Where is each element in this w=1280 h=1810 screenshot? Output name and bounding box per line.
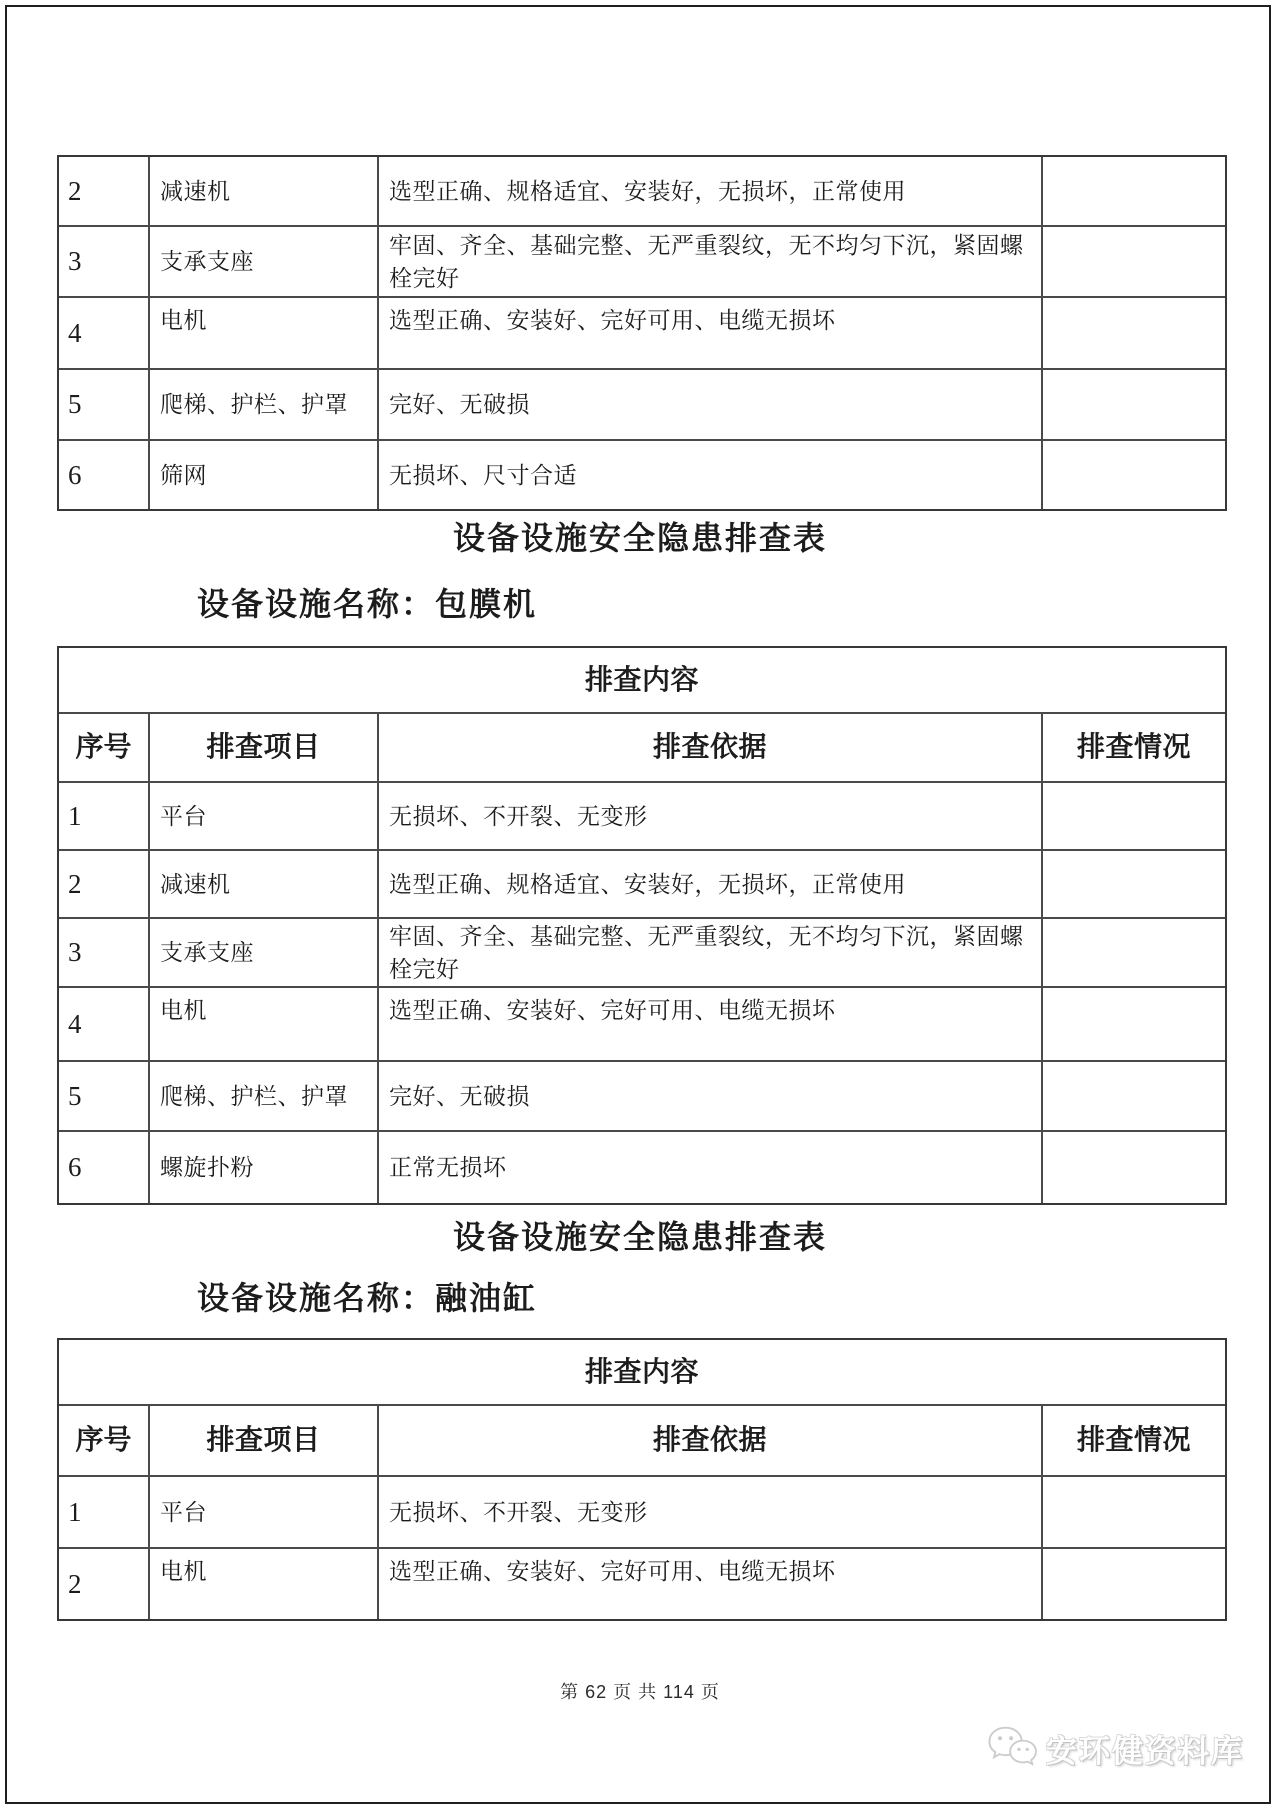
table-row xyxy=(59,783,1225,851)
inspection-basis: 无损坏、不开裂、无变形 xyxy=(379,783,1043,849)
table-row xyxy=(59,1062,1225,1132)
inspection-basis: 完好、无破损 xyxy=(379,370,1043,439)
inspection-basis: 无损坏、尺寸合适 xyxy=(379,441,1043,509)
inspection-item: 电机 xyxy=(150,988,379,1060)
inspection-status xyxy=(1043,370,1225,439)
row-number: 5 xyxy=(59,1062,150,1130)
inspection-item: 筛网 xyxy=(150,441,379,509)
inspection-item: 电机 xyxy=(150,298,379,368)
row-number: 6 xyxy=(59,441,150,509)
inspection-item: 平台 xyxy=(150,1477,379,1547)
table-row xyxy=(59,441,1225,509)
inspection-item: 减速机 xyxy=(150,851,379,917)
inspection-basis: 选型正确、规格适宜、安装好，无损坏，正常使用 xyxy=(379,157,1043,225)
inspection-basis: 牢固、齐全、基础完整、无严重裂纹，无不均匀下沉，紧固螺栓完好 xyxy=(379,227,1043,296)
inspection-basis: 无损坏、不开裂、无变形 xyxy=(379,1477,1043,1547)
inspection-basis: 完好、无破损 xyxy=(379,1062,1043,1130)
inspection-basis: 选型正确、安装好、完好可用、电缆无损坏 xyxy=(379,1549,1043,1619)
page-number: 第 62 页 共 114 页 xyxy=(560,1682,720,1702)
inspection-item: 支承支座 xyxy=(150,227,379,296)
table-header-row xyxy=(59,1406,1225,1477)
inspection-status xyxy=(1043,988,1225,1060)
inspection-basis: 选型正确、安装好、完好可用、电缆无损坏 xyxy=(379,988,1043,1060)
row-number: 5 xyxy=(59,370,150,439)
row-number: 1 xyxy=(59,783,150,849)
inspection-basis: 正常无损坏 xyxy=(379,1132,1043,1203)
inspection-status xyxy=(1043,851,1225,917)
table-row xyxy=(59,298,1225,370)
row-number: 6 xyxy=(59,1132,150,1203)
row-number: 4 xyxy=(59,298,150,368)
table-row xyxy=(59,851,1225,919)
section-title: 设备设施安全隐患排查表 xyxy=(452,1219,827,1255)
column-header-status: 排查情况 xyxy=(1076,1425,1191,1456)
table-row xyxy=(59,988,1225,1062)
row-number: 2 xyxy=(59,1549,150,1619)
watermark-text: 安环健资料库 xyxy=(1046,1733,1244,1769)
table-row xyxy=(59,157,1225,227)
inspection-status xyxy=(1043,441,1225,509)
table-row xyxy=(59,370,1225,441)
inspection-item: 爬梯、护栏、护罩 xyxy=(150,1062,379,1130)
column-header-basis: 排查依据 xyxy=(379,714,1043,781)
inspection-status xyxy=(1043,1549,1225,1619)
column-header-no: 序号 xyxy=(59,1406,150,1475)
row-number: 2 xyxy=(59,157,150,225)
row-number: 3 xyxy=(59,227,150,296)
inspection-table-continued xyxy=(57,155,1227,511)
column-header-basis: 排查依据 xyxy=(379,1406,1043,1475)
section-title: 设备设施安全隐患排查表 xyxy=(452,520,827,556)
inspection-status xyxy=(1043,783,1225,849)
table-merged-header-row xyxy=(59,648,1225,714)
table-merged-header-row xyxy=(59,1340,1225,1406)
inspection-status xyxy=(1043,1062,1225,1130)
equipment-name-label: 设备设施名称：融油缸 xyxy=(197,1280,538,1316)
table-header-row xyxy=(59,714,1225,783)
inspection-status xyxy=(1043,1132,1225,1203)
content-header: 排查内容 xyxy=(584,1356,699,1388)
column-header-item: 排查项目 xyxy=(150,1406,379,1475)
row-number: 2 xyxy=(59,851,150,917)
inspection-status xyxy=(1043,227,1225,296)
inspection-status xyxy=(1043,298,1225,368)
table-row xyxy=(59,227,1225,298)
table-row xyxy=(59,1549,1225,1619)
row-number: 4 xyxy=(59,988,150,1060)
equipment-name-label: 设备设施名称：包膜机 xyxy=(197,586,538,622)
inspection-status xyxy=(1043,1477,1225,1547)
wechat-logo-icon xyxy=(986,1724,1038,1772)
inspection-item: 电机 xyxy=(150,1549,379,1619)
inspection-basis: 选型正确、安装好、完好可用、电缆无损坏 xyxy=(379,298,1043,368)
inspection-basis: 选型正确、规格适宜、安装好，无损坏，正常使用 xyxy=(379,851,1043,917)
inspection-item: 减速机 xyxy=(150,157,379,225)
table-row xyxy=(59,919,1225,988)
inspection-item: 支承支座 xyxy=(150,919,379,986)
inspection-basis: 牢固、齐全、基础完整、无严重裂纹，无不均匀下沉，紧固螺栓完好 xyxy=(379,919,1043,986)
inspection-table-baomoji xyxy=(57,646,1227,1205)
row-number: 1 xyxy=(59,1477,150,1547)
row-number: 3 xyxy=(59,919,150,986)
column-header-status: 排查情况 xyxy=(1076,732,1191,763)
watermark xyxy=(986,1724,1244,1772)
column-header-item: 排查项目 xyxy=(150,714,379,781)
table-row xyxy=(59,1132,1225,1203)
table-row xyxy=(59,1477,1225,1549)
inspection-item: 螺旋扑粉 xyxy=(150,1132,379,1203)
column-header-no: 序号 xyxy=(59,714,150,781)
inspection-status xyxy=(1043,919,1225,986)
inspection-item: 爬梯、护栏、护罩 xyxy=(150,370,379,439)
inspection-status xyxy=(1043,157,1225,225)
content-header: 排查内容 xyxy=(584,664,699,696)
inspection-item: 平台 xyxy=(150,783,379,849)
inspection-table-rongyougang xyxy=(57,1338,1227,1621)
